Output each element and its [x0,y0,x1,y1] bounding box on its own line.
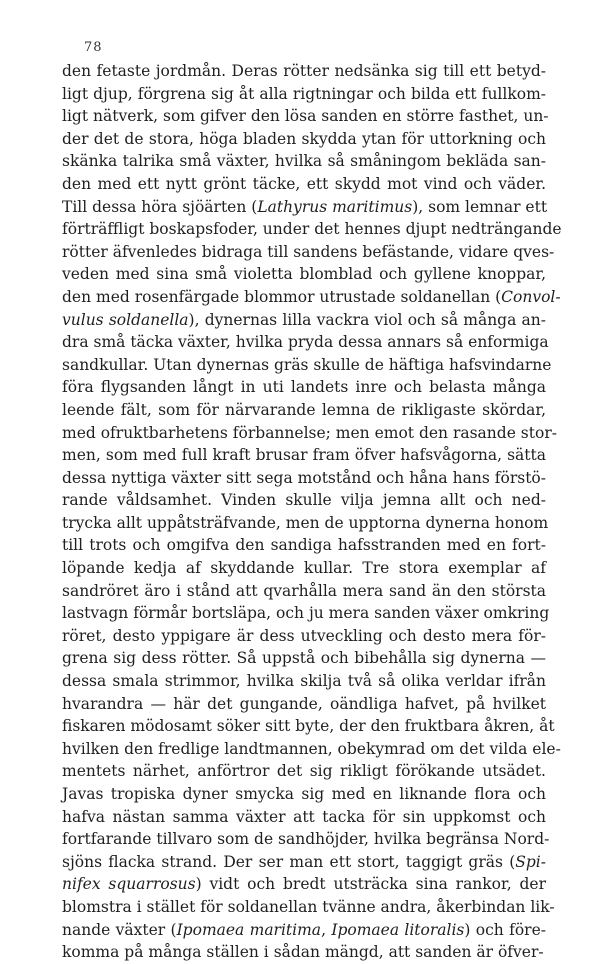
text-line: dra små täcka växter, hvilka pryda dessa annars så enformiga [62,333,549,352]
text-line: dessa nyttiga växter sitt sega motstånd och håna hans förstö- [62,468,546,487]
text-line: ligt nätverk, som gifver den lösa sanden en större fasthet, un- [62,107,549,126]
text-line: föra flygsanden långt in uti landets inre och belasta många [62,378,546,397]
text-line: den med rosenfärgade blommor utrustade soldanellan (Convol- [62,287,561,306]
text-line: hvilken den fredlige landtmannen, obekymrad om det vilda ele- [62,739,561,758]
text-line: den fetaste jordmån. Deras rötter nedsänka sig till ett betyd- [62,62,546,80]
text-line: grena sig dess rötter. Så uppstå och bibehålla sig dynerna — [62,649,546,668]
page-number: 78 [84,40,103,55]
text-line: men, som med full kraft brusar fram öfver hafsvågorna, sätta [62,446,546,465]
text-line: Till dessa höra sjöärten (Lathyrus maritimus), som lemnar ett [62,197,548,216]
text-line: till trots och omgifva den sandiga hafsstranden med en fort- [62,536,546,555]
text-line: med ofruktbarhetens förbannelse; men emot den rasande stor- [62,423,557,442]
text-line: komma på många ställen i sådan mängd, att sanden är öfver- [62,943,544,962]
text-line: den med ett nytt grönt täcke, ett skydd mot vind och väder. [62,174,546,193]
text-line: der det de stora, höga bladen skydda ytan för uttorkning och [62,129,546,148]
text-line: dessa smala strimmor, hvilka skilja två så olika verldar ifrån [62,672,546,691]
text-line: sandkullar. Utan dynernas gräs skulle de häftiga hafsvindarne [62,355,552,374]
text-line: veden med sina små violetta blomblad och gyllene knoppar, [62,265,546,284]
text-line: ligt djup, förgrena sig åt alla rigtningar och bilda ett fullkom- [62,84,546,103]
text-line: rötter äfvenledes bidraga till sandens befästande, vidare qves- [62,242,555,261]
text-line: fiskaren mödosamt söker sitt byte, der den fruktbara åkren, åt [62,717,555,736]
text-line: leende fält, som för närvarande lemna de rikligaste skördar, [62,400,546,419]
text-line: löpande kedja af skyddande kullar. Tre stora exemplar af [62,559,546,578]
text-line: sjöns flacka strand. Der ser man ett stort, taggigt gräs (Spi- [62,852,546,871]
body-text [62,60,562,964]
text-line: nande växter (Ipomaea maritima, Ipomaea litoralis) och före- [62,920,546,939]
text-line: skänka talrika små växter, hvilka så småningom bekläda san- [62,152,546,171]
text-line: fortfarande tillvaro som de sandhöjder, hvilka begränsa Nord- [62,830,550,849]
text-line: hafva nästan samma växter att tacka för sin uppkomst och [62,807,546,826]
text-line: mentets närhet, anförtror det sig rikligt förökande utsädet. [62,762,546,781]
text-line: lastvagn förmår bortsläpa, och ju mera sanden växer omkring [62,604,550,623]
text-line: trycka allt uppåtsträfvande, men de upptorna dynerna honom [62,513,549,532]
text-line: vulus soldanella), dynernas lilla vackra viol och så många an- [62,310,547,329]
text-line: hvarandra — här det gungande, oändliga hafvet, på hvilket [62,694,546,713]
text-line: rande våldsamhet. Vinden skulle vilja jemna allt och ned- [62,491,546,510]
text-line: förträffligt boskapsfoder, under det hennes djupt nedträngande [62,220,562,239]
text-line: röret, desto yppigare är dess utveckling och desto mera för- [62,626,546,645]
text-line: sandröret äro i stånd att qvarhålla mera sand än den största [62,581,546,600]
text-line: nifex squarrosus) vidt och bredt utsträcka sina rankor, der [62,875,546,894]
text-line: Javas tropiska dyner smycka sig med en liknande flora och [62,785,546,803]
text-line: blomstra i stället för soldanellan tvänne andra, åkerbindan lik- [62,897,555,916]
